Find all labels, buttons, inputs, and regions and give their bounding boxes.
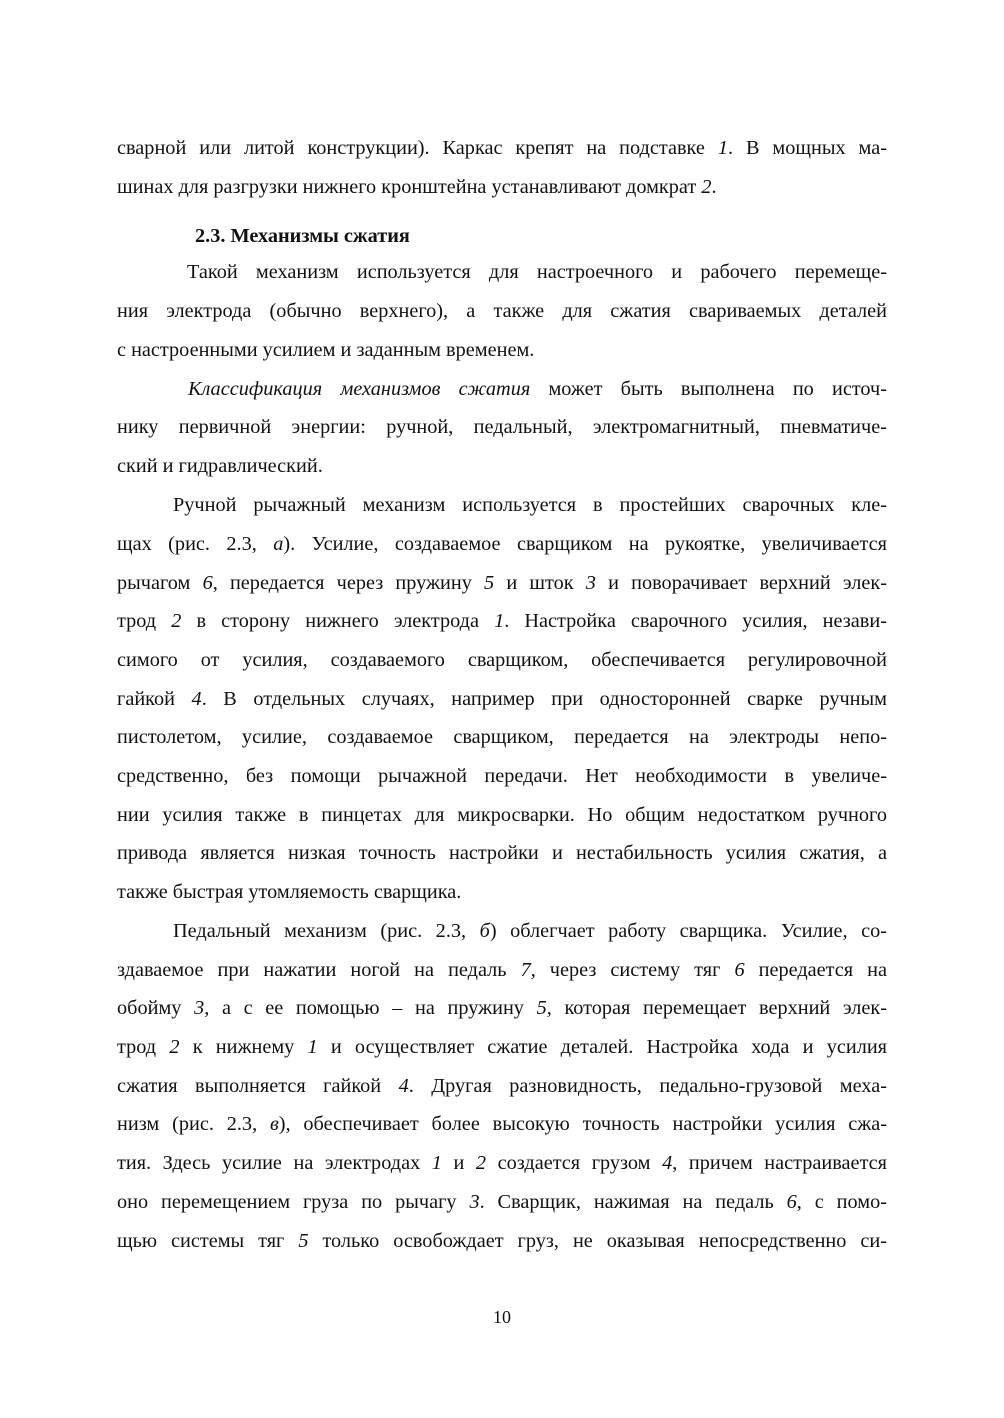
text-segment: . [711,176,717,198]
italic-text: 4 [662,1152,673,1174]
text-segment: , с помо- [796,1191,887,1213]
text-segment: низм (рис. 2.3, [117,1113,270,1135]
text-segment: , которая перемещает верхний элек- [546,997,888,1019]
text-line [117,1034,887,1060]
italic-text: 5 [298,1230,309,1252]
text-line [117,1111,887,1137]
text-line [117,298,887,324]
italic-text: 2 [169,1036,180,1058]
text-line [117,686,887,712]
italic-text: 3 [585,572,596,594]
text-segment: 2.3. Механизмы сжатия [195,225,410,247]
italic-text: 3 [469,1191,480,1213]
text-segment: ) облегчает работу сварщика. Усилие, со- [489,920,887,942]
text-segment: шинах для разгрузки нижнего кронштейна устанавливают домкрат [117,176,702,198]
text-segment: ), обеспечивает более высокую точность настройки усилия сжа- [278,1113,887,1135]
text-line [117,995,887,1021]
text-line [117,135,887,161]
text-segment: . В мощных ма- [727,137,887,159]
text-segment: ский и гидравлический. [117,455,323,477]
text-segment: и поворачивает верхний элек- [595,572,887,594]
text-segment: пистолетом, усилие, создаваемое сварщиком, передается на электроды непо- [117,726,887,748]
text-segment: . Другая разновидность, педально-грузовой меха- [408,1075,887,1097]
text-line [117,1150,887,1176]
text-line [117,957,887,983]
text-segment: средственно, без помощи рычажной передачи. Нет необходимости в увеличе- [117,765,887,787]
text-line [173,918,887,944]
text-segment: рычагом [117,572,203,594]
italic-text: а [273,533,284,555]
text-line [117,724,887,750]
text-segment: к нижнему [179,1036,308,1058]
text-segment: обойму [117,997,195,1019]
text-segment: и [441,1152,476,1174]
text-segment: привода является низкая точность настройки и нестабильность усилия сжатия, а [117,842,887,864]
text-segment: . Сварщик, нажимая на педаль [479,1191,787,1213]
text-line [188,376,887,402]
text-segment: нии усилия также в пинцетах для микросварки. Но общим недостатком ручного [117,804,887,826]
text-segment: Педальный механизм (рис. 2.3, [173,920,480,942]
text-segment: оно перемещением груза по рычагу [117,1191,470,1213]
text-segment: только освобождает груз, не оказывая непосредственно си- [308,1230,887,1252]
italic-text: Классификация механизмов сжатия [188,378,531,400]
text-line [117,1073,887,1099]
text-segment: и осуществляет сжатие деталей. Настройка хода и усилия [317,1036,887,1058]
italic-text: 2 [701,176,712,198]
text-segment: щах (рис. 2.3, [117,533,274,555]
text-segment: Такой механизм используется для настроечного и рабочего перемеще- [187,261,887,283]
text-segment: симого от усилия, создаваемого сварщиком, обеспечивается регулировочной [117,649,887,671]
text-segment: нику первичной энергии: ручной, педальный, электромагнитный, пневматиче- [117,416,887,438]
italic-text: 5 [536,997,547,1019]
italic-text: 6 [202,572,213,594]
text-segment: также быстрая утомляемость сварщика. [117,881,462,903]
italic-text: 2 [475,1152,487,1174]
text-line [117,174,887,200]
text-segment: Ручной рычажный механизм используется в простейших сварочных кле- [173,494,887,516]
italic-text: б [479,920,490,942]
text-line [117,763,887,789]
text-line [117,608,887,634]
text-line [117,879,887,905]
italic-text: в [269,1113,279,1135]
text-segment: гайкой [117,688,192,710]
italic-text: 1 [431,1152,442,1174]
text-line [117,647,887,673]
italic-text: 2 [171,610,182,632]
text-line [117,840,887,866]
text-line [117,802,887,828]
text-line [117,453,887,479]
text-segment: с настроенными усилием и заданным временем. [117,339,535,361]
text-line [117,414,887,440]
italic-text: 1 [494,610,505,632]
text-segment: может быть выполнена по источ- [530,378,888,400]
text-segment: передается на [744,959,887,981]
text-segment: сварной или литой конструкции). Каркас крепят на подставке [117,137,718,159]
text-line [117,570,887,596]
page-number: 10 [493,1307,511,1327]
text-segment: в сторону нижнего электрода [181,610,495,632]
text-line [117,1189,887,1215]
text-line [187,259,887,285]
text-segment: . В отдельных случаях, например при односторонней сварке ручным [201,688,887,710]
text-segment: , передается через пружину [212,572,485,594]
text-segment: здаваемое при нажатии ногой на педаль [117,959,521,981]
text-line [173,492,887,518]
text-segment: тия. Здесь усилие на электродах [117,1152,432,1174]
text-segment: сжатия выполняется гайкой [117,1075,399,1097]
text-segment: , а с ее помощью – на пружину [204,997,537,1019]
text-segment: создается грузом [486,1152,663,1174]
italic-text: 6 [734,959,745,981]
italic-text: 4 [398,1075,409,1097]
text-segment: и шток [494,572,586,594]
italic-text: 7 [520,959,531,981]
text-line [117,337,887,363]
section-heading [195,223,887,249]
text-segment: ). Усилие, создаваемое сварщиком на рукоятке, увеличивается [283,533,887,555]
text-segment: , через систему тяг [530,959,735,981]
text-line [117,1228,887,1254]
text-segment: трод [117,610,172,632]
text-segment: . Настройка сварочного усилия, незави- [504,610,887,632]
text-segment: , причем настраивается [672,1152,888,1174]
italic-text: 1 [307,1036,318,1058]
text-segment: ния электрода (обычно верхнего), а также для сжатия свариваемых деталей [117,300,887,322]
italic-text: 5 [484,572,495,594]
text-segment: трод [117,1036,170,1058]
italic-text: 1 [717,137,728,159]
text-line [117,531,887,557]
text-segment: щью системы тяг [117,1230,299,1252]
italic-text: 4 [191,688,202,710]
italic-text: 6 [786,1191,797,1213]
italic-text: 3 [194,997,205,1019]
